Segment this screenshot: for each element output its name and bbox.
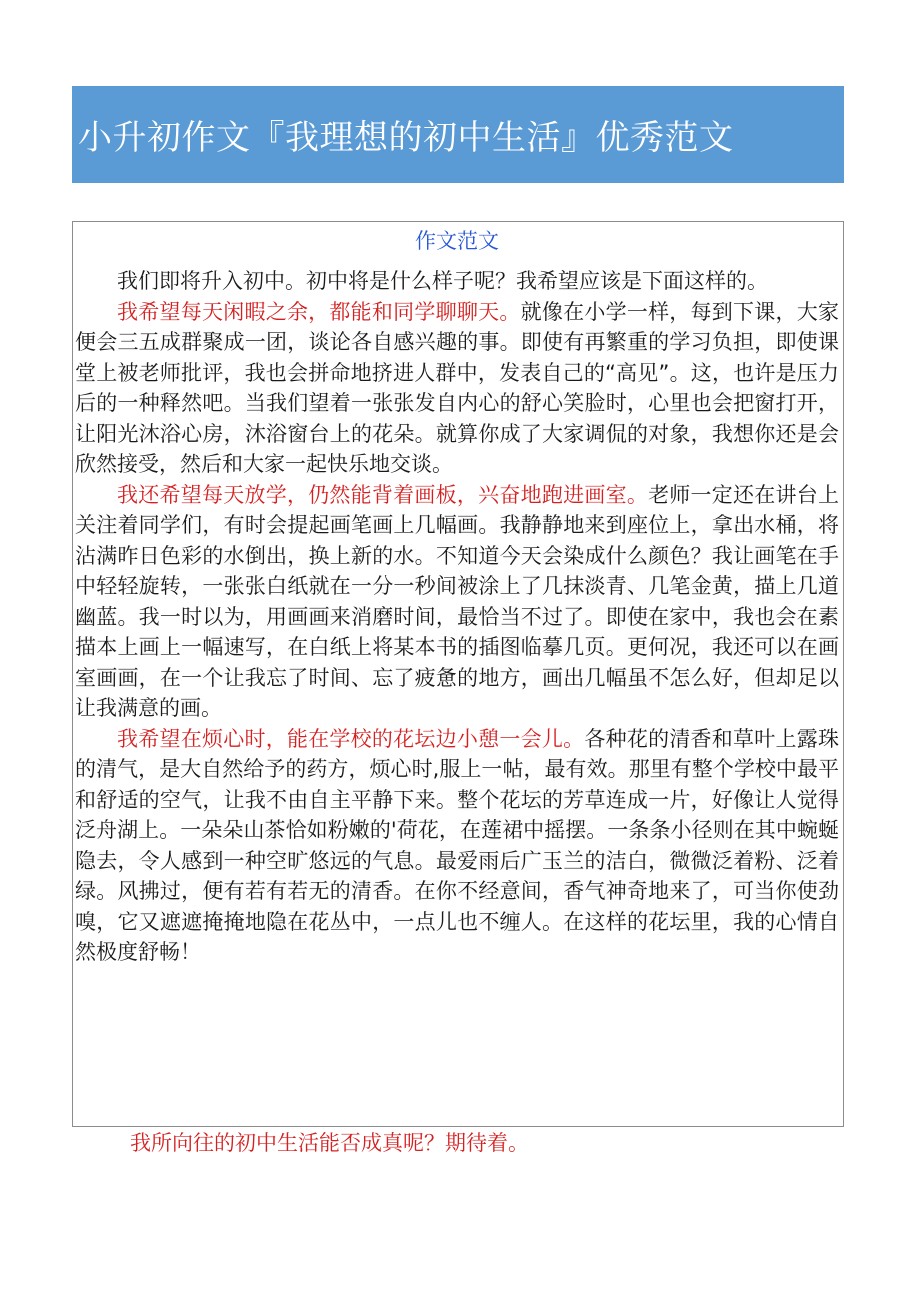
essay-box bbox=[72, 221, 844, 1127]
paragraph-text: 各种花的清香和草叶上露珠的清气，是大自然给予的药方，烦心时,服上一帖，最有效。那里有整个学校中最平和舒适的空气，让我不由自主平静下来。整个花坛的芳草连成一片，好像让人觉得泛舟湖上。一朵朵山茶恰如粉嫩的'荷花，在莲裙中摇摆。一条条小径则在其中蜿蜒隐去，令人感到一种空旷悠远的气息。最爱雨后广玉兰的洁白，微微泛着粉、泛着绿。风拂过，便有若有若无的清香。在你不经意间，香气神奇地来了，可当你使劲嗅，它又遮遮掩掩地隐在花丛中，一点儿也不缠人。在这样的花坛里，我的心情自然极度舒畅！ bbox=[75, 726, 840, 964]
page-title: 小升初作文『我理想的初中生活』优秀范文 bbox=[78, 118, 734, 158]
essay-paragraph-garden bbox=[75, 724, 839, 968]
paragraph-text: 老师一定还在讲台上关注着同学们，有时会提起画笔画上几幅画。我静静地来到座位上，拿出水桶，将沾满昨日色彩的水倒出，换上新的水。不知道今天会染成什么颜色？我让画笔在手中轻轻旋转，一张张白纸就在一分一秒间被涂上了几抹淡青、几笔金黄，描上几道幽蓝。我一时以为，用画画来消磨时间，最恰当不过了。即使在家中，我也会在素描本上画上一幅速写，在白纸上将某本书的插图临摹几页。更何况，我还可以在画室画画，在一个让我忘了时间、忘了疲惫的地方，画出几幅虽不怎么好，但却足以让我满意的画。 bbox=[75, 482, 840, 720]
essay-heading: 作文范文 bbox=[415, 229, 499, 253]
closing-line: 我所向往的初中生活能否成真呢？期待着。 bbox=[130, 1131, 529, 1155]
essay-paragraph-painting bbox=[75, 480, 839, 724]
paragraph-text: 我们即将升入初中。初中将是什么样子呢？我希望应该是下面这样的。 bbox=[117, 269, 768, 293]
essay-paragraph-chat bbox=[75, 297, 839, 480]
title-banner bbox=[72, 86, 844, 183]
essay-paragraph-intro bbox=[75, 266, 839, 297]
paragraph-lead-sentence: 我希望每天闲暇之余，都能和同学聊聊天。 bbox=[117, 299, 521, 324]
paragraph-lead-sentence: 我还希望每天放学，仍然能背着画板，兴奋地跑进画室。 bbox=[117, 482, 649, 507]
paragraph-lead-sentence: 我希望在烦心时，能在学校的花坛边小憩一会儿。 bbox=[117, 726, 585, 751]
paragraph-text: 就像在小学一样，每到下课，大家便会三五成群聚成一团，谈论各自感兴趣的事。即使有再繁重的学习负担，即使课堂上被老师批评，我也会拼命地挤进人群中，发表自己的“高见”。这，也许是压力后的一种释然吧。当我们望着一张张发自内心的舒心笑脸时，心里也会把窗打开，让阳光沐浴心房，沐浴窗台上的花朵。就算你成了大家调侃的对象，我想你还是会欣然接受，然后和大家一起快乐地交谈。 bbox=[75, 299, 840, 476]
